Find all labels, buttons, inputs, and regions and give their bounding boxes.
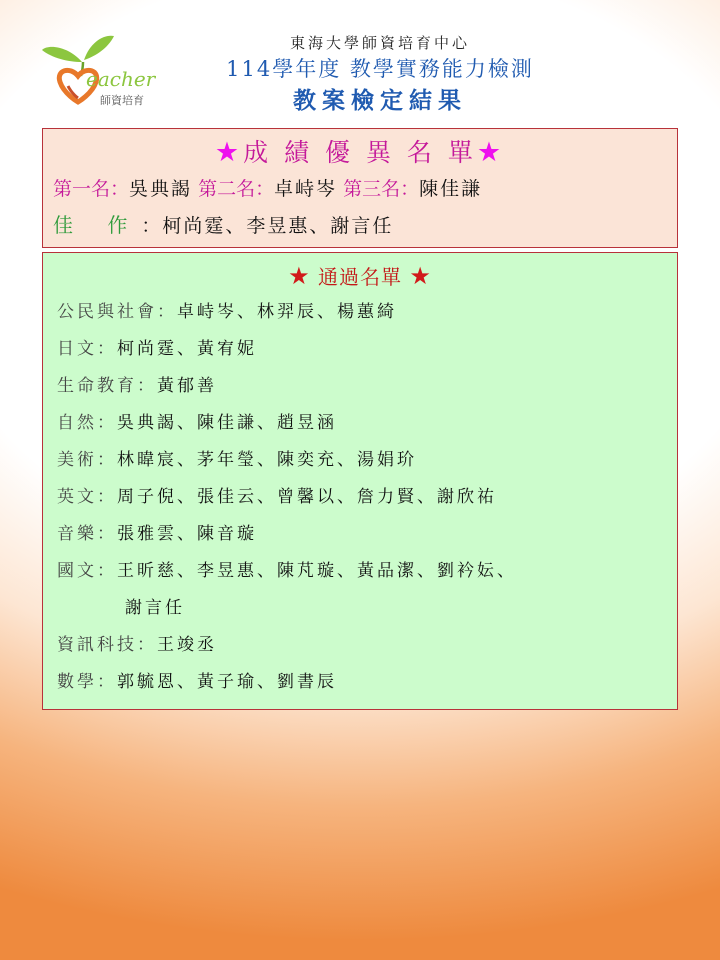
list-item: [57, 442, 677, 479]
subject-label: 資訊科技：: [57, 635, 157, 655]
logo-wordmark: eacher: [86, 67, 156, 91]
pass-list: [43, 294, 677, 701]
star-icon: ★: [288, 262, 311, 290]
star-icon: ★: [476, 137, 506, 168]
list-item: [57, 294, 677, 331]
honorable-mention-colon: ：: [141, 215, 163, 237]
pass-list-box: [42, 252, 678, 710]
pass-list-heading: [43, 261, 677, 292]
second-place-name: 卓峙岑: [274, 178, 338, 200]
list-item: [57, 627, 677, 664]
excellent-list-title: 成 績 優 異 名 單: [243, 138, 477, 167]
honorable-mention-label: 佳 作: [53, 213, 142, 237]
honorable-mention-row: [53, 210, 677, 241]
excellent-list-heading: [43, 137, 677, 169]
honorable-mention-names: 柯尚霆、李昱惠、謝言任: [162, 215, 394, 237]
exam-title: 114學年度 教學實務能力檢測: [226, 57, 534, 81]
third-place-name: 陳佳謙: [419, 178, 483, 200]
subject-names: 郭毓恩、黃子瑜、劉書辰: [117, 672, 337, 692]
subject-names: 柯尚霆、黃宥妮: [117, 339, 257, 359]
subject-names: 王竣丞: [157, 635, 217, 655]
subject-label: 美術：: [57, 450, 117, 470]
subject-label: 自然：: [57, 413, 117, 433]
excellent-list-box: [42, 128, 678, 248]
subject-names: 王昕慈、李昱惠、陳芃璇、黃品潔、劉衿妘、: [117, 561, 517, 581]
ranking-row: [53, 174, 677, 204]
result-title: 教案檢定結果: [293, 87, 467, 114]
subject-names: 林暐宸、茅年瑩、陳奕充、湯娟玠: [117, 450, 417, 470]
list-item: [57, 664, 677, 701]
list-item: [57, 516, 677, 553]
subject-label: 公民與社會：: [57, 302, 177, 322]
list-item-continuation: [125, 590, 677, 627]
subject-names: 黃郁善: [157, 376, 217, 396]
subject-label: 英文：: [57, 487, 117, 507]
pass-list-title: 通過名單: [318, 265, 402, 289]
list-item: [57, 553, 677, 590]
first-place-label: 第一名：: [53, 178, 130, 200]
subject-names: 卓峙岑、林羿辰、楊蕙綺: [177, 302, 397, 322]
second-place-label: 第二名：: [198, 178, 275, 200]
subject-names: 張雅雲、陳音璇: [117, 524, 257, 544]
sprout-heart-icon: [38, 30, 156, 112]
first-place-name: 吳典謁: [129, 178, 193, 200]
third-place-label: 第三名：: [343, 178, 420, 200]
subject-label: 生命教育：: [57, 376, 157, 396]
subject-label: 音樂：: [57, 524, 117, 544]
logo-subtext: 師資培育: [100, 94, 144, 107]
list-item: [57, 405, 677, 442]
list-item: [57, 479, 677, 516]
subject-names: 謝言任: [125, 598, 185, 618]
subject-label: 數學：: [57, 672, 117, 692]
list-item: [57, 368, 677, 405]
subject-names: 吳典謁、陳佳謙、趙昱涵: [117, 413, 337, 433]
list-item: [57, 331, 677, 368]
star-icon: ★: [409, 262, 432, 290]
star-icon: ★: [214, 137, 244, 168]
subject-label: 國文：: [57, 561, 117, 581]
organization-name: 東海大學師資培育中心: [289, 34, 470, 52]
page-header: [160, 0, 600, 116]
teacher-logo: [38, 30, 156, 112]
subject-names: 周子倪、張佳云、曾馨以、詹力賢、謝欣祐: [117, 487, 497, 507]
subject-label: 日文：: [57, 339, 117, 359]
